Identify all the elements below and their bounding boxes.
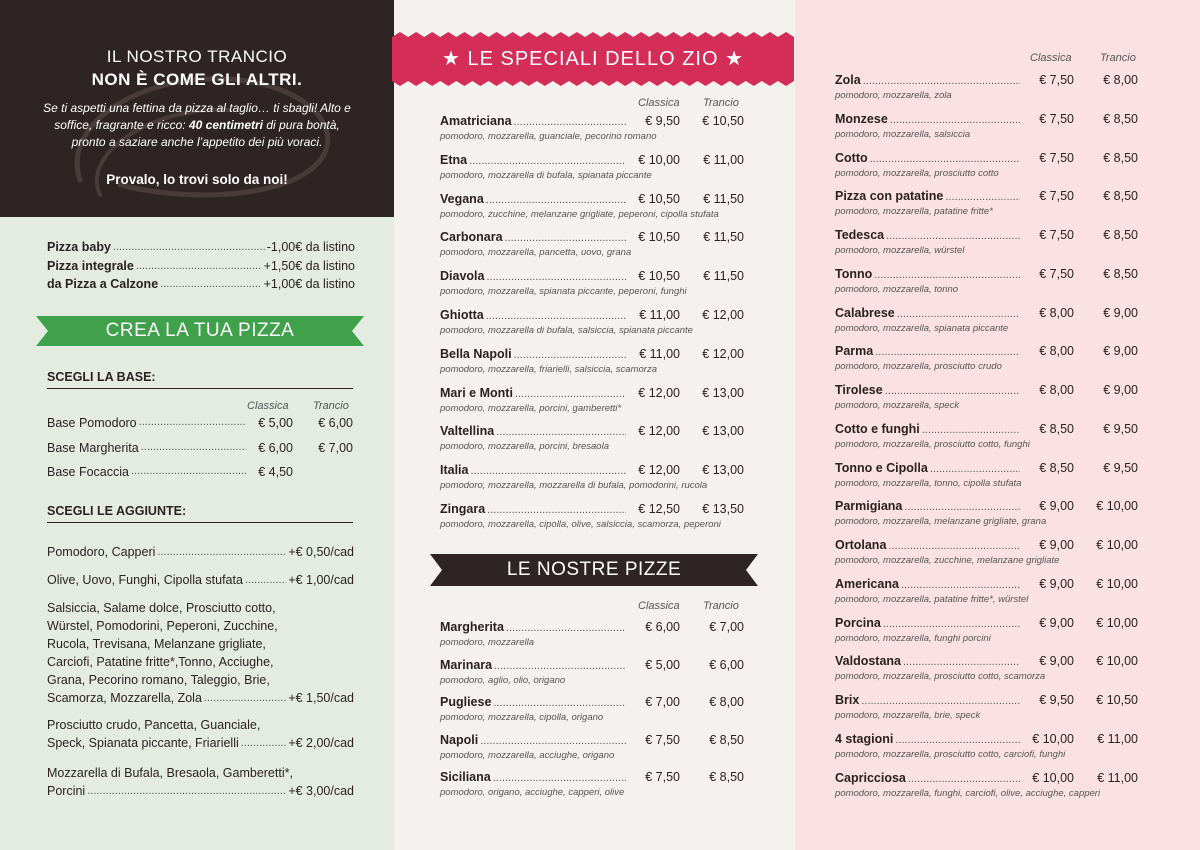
- menu-item-ingredients: pomodoro, mozzarella: [440, 637, 534, 648]
- leader-dots: [486, 310, 626, 322]
- base-price-trancio: € 7,00: [318, 440, 353, 455]
- base-name: Base Margherita: [47, 440, 139, 455]
- hero-title-1: IL NOSTRO TRANCIO: [106, 47, 288, 66]
- nostre-banner-label: LE NOSTRE PIZZE: [506, 559, 682, 580]
- menu-item-price-trancio: € 10,00: [1096, 499, 1138, 514]
- menu-item-name: Italia: [440, 463, 469, 478]
- base-col-classica: Classica: [247, 400, 289, 412]
- menu-item-price-classica: € 7,50: [1039, 111, 1074, 126]
- addition-last-line: [47, 543, 354, 561]
- menu-item-name: Pizza con patatine: [835, 189, 944, 204]
- addition-line: Mozzarella di Bufala, Bresaola, Gamberetti*,: [47, 766, 293, 780]
- menu-item-price-classica: € 7,50: [1039, 228, 1074, 242]
- menu-item: [440, 695, 744, 709]
- menu-item: [440, 269, 744, 283]
- leader-dots: [861, 695, 1020, 707]
- menu-item-name: Vegana: [440, 191, 484, 206]
- menu-item-name: Tirolese: [835, 383, 883, 397]
- menu-item-ingredients: pomodoro, mozzarella, tonno, cipolla stufata: [835, 477, 1022, 489]
- menu-item: [835, 267, 1138, 281]
- menu-item-ingredients: pomodoro, mozzarella, patatine fritte*, würstel: [835, 593, 1029, 605]
- addition-last-line: [47, 571, 354, 589]
- menu-item: [440, 424, 744, 438]
- menu-item-ingredients: pomodoro, mozzarella, funghi porcini: [835, 632, 991, 644]
- menu-item-name: Etna: [440, 152, 468, 167]
- crea-banner: [36, 316, 364, 346]
- surcharge-value: +1,00€ da listino: [263, 277, 355, 292]
- menu-item-ingredients: pomodoro, mozzarella, salsiccia: [835, 128, 971, 140]
- menu-item-ingredients: pomodoro, mozzarella, spianata piccante: [835, 322, 1009, 334]
- menu-item-ingredients: pomodoro, mozzarella, pancetta, uovo, grana: [440, 247, 632, 259]
- menu-item-price-classica: € 12,00: [638, 385, 680, 400]
- menu-item-price-classica: € 10,00: [1032, 770, 1074, 785]
- nostre2-col-classica: Classica: [1030, 52, 1072, 64]
- menu-item-ingredients: pomodoro, origano, acciughe, capperi, olive: [440, 787, 625, 798]
- menu-item-price-classica: € 8,00: [1039, 383, 1074, 397]
- addition-line: Würstel, Pomodorini, Peperoni, Zucchine,: [47, 619, 278, 633]
- menu-item: [440, 192, 744, 206]
- menu-item: [440, 502, 744, 516]
- leader-dots: [136, 260, 262, 272]
- base-name: Base Pomodoro: [47, 416, 137, 430]
- menu-item-price-classica: € 10,50: [638, 230, 680, 245]
- menu-item-name: Capricciosa: [835, 770, 906, 785]
- menu-item-price-classica: € 10,50: [638, 191, 680, 206]
- menu-item-price-trancio: € 13,00: [702, 385, 744, 400]
- menu-item-price-trancio: € 9,50: [1103, 460, 1138, 475]
- menu-item-ingredients: pomodoro, mozzarella, cipolla, origano: [440, 712, 604, 723]
- menu-item: [835, 422, 1138, 436]
- hero-body-bold: 40 centimetri: [188, 118, 264, 132]
- leader-dots: [888, 540, 1020, 552]
- leader-dots: [486, 194, 626, 206]
- addition-group: [47, 716, 354, 752]
- leader-dots: [875, 346, 1020, 358]
- addition-name: Olive, Uovo, Funghi, Cipolla stufata: [47, 573, 243, 587]
- menu-item-name: Marinara: [440, 657, 493, 672]
- addition-name: Scamorza, Mozzarella, Zola: [47, 691, 202, 705]
- menu-item-ingredients: pomodoro, mozzarella, porcini, bresaola: [440, 441, 609, 453]
- leader-dots: [131, 465, 246, 479]
- surcharge-value: -1,00€ da listino: [266, 240, 355, 255]
- menu-item-price-classica: € 7,50: [645, 770, 680, 784]
- leader-dots: [486, 271, 626, 283]
- menu-item-name: Ghiotta: [440, 308, 484, 322]
- menu-item: [835, 344, 1138, 358]
- menu-item-ingredients: pomodoro, mozzarella, funghi, carciofi, olive, acciughe, capperi: [835, 787, 1101, 799]
- menu-item-price-trancio: € 11,00: [1097, 731, 1138, 746]
- leader-dots: [908, 773, 1020, 785]
- menu-item-price-classica: € 12,50: [638, 502, 680, 516]
- menu-item: [440, 308, 744, 322]
- menu-item-name: Zola: [835, 73, 861, 87]
- leader-dots: [493, 697, 626, 709]
- leader-dots: [139, 416, 246, 430]
- menu-item-ingredients: pomodoro, mozzarella, guanciale, pecorino romano: [440, 131, 657, 142]
- hero-title-2: NON È COME GLI ALTRI.: [91, 70, 303, 89]
- menu-item-price-trancio: € 8,50: [1103, 266, 1138, 281]
- menu-item-price-classica: € 12,00: [638, 424, 680, 439]
- menu-item-price-classica: € 9,00: [1039, 576, 1074, 591]
- leader-dots: [895, 734, 1020, 746]
- base-row: [47, 465, 353, 479]
- menu-item: [835, 112, 1138, 126]
- base-row: [47, 441, 353, 455]
- menu-item-ingredients: pomodoro, zucchine, melanzane grigliate, peperoni, cipolla stufata: [440, 208, 719, 220]
- leader-dots: [897, 308, 1020, 320]
- menu-item-price-trancio: € 11,00: [703, 152, 744, 167]
- menu-item-ingredients: pomodoro, mozzarella, tonno: [835, 283, 959, 295]
- menu-item: [440, 733, 744, 747]
- hero-body: [40, 100, 354, 151]
- addition-line: Salsiccia, Salame dolce, Prosciutto cotto,: [47, 601, 276, 615]
- menu-item: [835, 654, 1138, 668]
- menu-item-ingredients: pomodoro, mozzarella, speck: [835, 400, 960, 411]
- leader-dots: [874, 269, 1020, 281]
- leader-dots: [890, 114, 1020, 126]
- menu-item-price-trancio: € 9,00: [1103, 383, 1138, 397]
- menu-item-ingredients: pomodoro, mozzarella, acciughe, origano: [440, 749, 615, 761]
- menu-item-ingredients: pomodoro, mozzarella, prosciutto cotto, scamorza: [835, 671, 1046, 683]
- addition-name: Porcini: [47, 784, 86, 798]
- menu-item: [440, 620, 744, 634]
- menu-item-price-trancio: € 9,50: [1103, 421, 1138, 436]
- menu-item-price-trancio: € 8,50: [1103, 228, 1138, 242]
- base-price-classica: € 5,00: [258, 416, 293, 430]
- leader-dots: [141, 441, 246, 455]
- base-price-trancio: [293, 465, 353, 479]
- menu-item-price-classica: € 9,50: [645, 114, 680, 128]
- leader-dots: [480, 735, 626, 747]
- surcharges-list: [47, 238, 355, 294]
- addition-last-line: [47, 689, 354, 707]
- menu-item-name: Siciliana: [440, 770, 491, 784]
- menu-item-price-classica: € 8,50: [1039, 460, 1074, 475]
- menu-item-price-trancio: € 12,00: [702, 308, 744, 322]
- addition-price: +€ 1,00/cad: [288, 573, 354, 587]
- menu-item-name: Valtellina: [440, 424, 495, 439]
- menu-item: [835, 693, 1138, 707]
- menu-item: [440, 463, 744, 477]
- addition-line: Prosciutto crudo, Pancetta, Guanciale,: [47, 718, 261, 732]
- menu-item-price-trancio: € 10,00: [1096, 538, 1138, 552]
- menu-item-ingredients: pomodoro, mozzarella di bufala, salsiccia, spianata piccante: [440, 325, 693, 336]
- leader-dots: [241, 734, 287, 752]
- menu-item-name: Carbonara: [440, 230, 503, 245]
- menu-item-price-classica: € 9,50: [1039, 693, 1074, 707]
- menu-item: [835, 499, 1138, 513]
- leader-dots: [863, 75, 1020, 87]
- leader-dots: [471, 465, 627, 477]
- speciali-banner: [392, 32, 794, 86]
- surcharge-row: [47, 275, 355, 294]
- menu-item-ingredients: pomodoro, mozzarella, melanzane grigliate, grana: [835, 516, 1047, 528]
- menu-item-name: 4 stagioni: [835, 731, 894, 746]
- addition-line: Rucola, Trevisana, Melanzane grigliate,: [47, 637, 266, 651]
- leader-dots: [514, 349, 626, 361]
- surcharge-name: da Pizza a Calzone: [47, 277, 159, 292]
- menu-item-price-trancio: € 11,50: [703, 191, 744, 206]
- speciali-banner-label: ★ LE SPECIALI DELLO ZIO ★: [441, 48, 745, 70]
- surcharge-value: +1,50€ da listino: [263, 258, 355, 273]
- menu-item-name: Amatriciana: [440, 114, 512, 128]
- addition-group: [47, 543, 354, 561]
- menu-item: [835, 616, 1138, 630]
- leader-dots: [469, 155, 626, 167]
- menu-item-ingredients: pomodoro, mozzarella, spianata piccante, peperoni, funghi: [440, 286, 687, 298]
- menu-item-price-trancio: € 8,50: [709, 770, 744, 784]
- menu-item-name: Brix: [835, 693, 860, 707]
- menu-item: [835, 228, 1138, 242]
- nostre-col-trancio: Trancio: [703, 600, 739, 612]
- addition-price: +€ 1,50/cad: [288, 691, 354, 705]
- leader-dots: [886, 230, 1020, 242]
- leader-dots: [885, 385, 1020, 397]
- menu-item-price-classica: € 8,50: [1039, 421, 1074, 436]
- menu-item-name: Tonno e Cipolla: [835, 460, 928, 475]
- addition-price: +€ 2,00/cad: [288, 736, 354, 750]
- base-price-classica: € 6,00: [258, 440, 293, 455]
- menu-item-name: Tonno: [835, 266, 873, 281]
- surcharge-name: Pizza baby: [47, 240, 111, 255]
- leader-dots: [204, 689, 286, 707]
- menu-item-ingredients: pomodoro, mozzarella, prosciutto cotto, carciofi, funghi: [835, 748, 1066, 760]
- menu-item-price-trancio: € 8,50: [709, 732, 744, 747]
- menu-item-price-trancio: € 8,50: [1103, 150, 1138, 165]
- menu-item-ingredients: pomodoro, mozzarella, würstel: [835, 245, 965, 256]
- menu-item-name: Ortolana: [835, 538, 887, 552]
- leader-dots: [870, 153, 1020, 165]
- addition-price: +€ 3,00/cad: [288, 784, 354, 798]
- menu-item-price-trancio: € 10,50: [1096, 693, 1138, 707]
- menu-item-price-trancio: € 6,00: [709, 657, 744, 672]
- menu-item-price-classica: € 6,00: [645, 620, 680, 634]
- menu-item-price-trancio: € 10,00: [1096, 654, 1138, 669]
- menu-item-name: Porcina: [835, 615, 881, 630]
- menu-item: [440, 658, 744, 672]
- menu-item-price-classica: € 12,00: [638, 463, 680, 478]
- menu-item-name: Valdostana: [835, 654, 901, 669]
- menu-item-price-trancio: € 8,50: [1103, 189, 1138, 204]
- menu-item: [835, 383, 1138, 397]
- leader-dots: [883, 618, 1020, 630]
- leader-dots: [930, 463, 1020, 475]
- addition-price: +€ 0,50/cad: [288, 545, 354, 559]
- menu-item-price-classica: € 9,00: [1039, 499, 1074, 514]
- menu-item-name: Margherita: [440, 620, 504, 634]
- menu-item-price-trancio: € 9,00: [1103, 344, 1138, 359]
- nostre-col-classica: Classica: [638, 600, 680, 612]
- addition-last-line: [47, 734, 354, 752]
- menu-item-ingredients: pomodoro, mozzarella, brie, speck: [835, 710, 981, 721]
- menu-item: [440, 347, 744, 361]
- hero-body-post: di pura bontà, pronto a saziare anche l’appetito dei più voraci.: [71, 118, 340, 149]
- addition-line: Grana, Pecorino romano, Taleggio, Brie,: [47, 673, 270, 687]
- menu-item-price-trancio: € 8,00: [709, 695, 744, 709]
- menu-item-name: Zingara: [440, 502, 486, 516]
- hero-panel: [0, 0, 394, 217]
- surcharge-row: [47, 238, 355, 257]
- addition-line: Carciofi, Patatine fritte*,Tonno, Acciughe,: [47, 655, 274, 669]
- leader-dots: [901, 579, 1020, 591]
- menu-item-name: Mari e Monti: [440, 385, 513, 400]
- menu-item-price-classica: € 8,00: [1039, 305, 1074, 320]
- menu-item-price-trancio: € 11,50: [703, 269, 744, 284]
- leader-dots: [505, 232, 626, 244]
- menu-item-price-classica: € 11,00: [639, 308, 680, 322]
- menu-item-price-classica: € 7,50: [1039, 73, 1074, 87]
- menu-item-ingredients: pomodoro, mozzarella, mozzarella di bufala, pomodorini, rucola: [440, 480, 708, 492]
- addition-last-line: [47, 782, 354, 800]
- menu-item-price-classica: € 7,00: [645, 695, 680, 709]
- leader-dots: [113, 241, 265, 253]
- menu-item-price-trancio: € 13,50: [702, 502, 744, 516]
- leader-dots: [245, 571, 286, 589]
- menu-item-name: Napoli: [440, 732, 479, 747]
- menu-item-name: Pugliese: [440, 695, 492, 709]
- menu-item: [440, 114, 744, 128]
- leader-dots: [160, 278, 261, 290]
- menu-item-price-classica: € 11,00: [639, 346, 680, 361]
- menu-item-price-trancio: € 10,50: [702, 114, 744, 128]
- menu-item: [835, 306, 1138, 320]
- menu-item-price-trancio: € 10,00: [1096, 615, 1138, 630]
- menu-item-price-classica: € 7,50: [1039, 189, 1074, 204]
- menu-item-price-classica: € 9,00: [1039, 615, 1074, 630]
- nostre-banner: [430, 554, 758, 586]
- surcharge-name: Pizza integrale: [47, 258, 134, 273]
- menu-item-ingredients: pomodoro, mozzarella di bufala, spianata piccante: [440, 169, 652, 181]
- menu-item-price-trancio: € 10,00: [1096, 576, 1138, 591]
- hero-body-pre: Se ti aspetti una fettina da pizza al taglio… ti sbagli! Alto e soffice, fragrante e ricco:: [43, 101, 351, 132]
- menu-item: [835, 538, 1138, 552]
- leader-dots: [87, 782, 286, 800]
- menu-item-ingredients: pomodoro, mozzarella, zucchine, melanzane grigliate: [835, 555, 1060, 566]
- hero-cta: Provalo, lo trovi solo da noi!: [106, 172, 288, 187]
- menu-item-name: Calabrese: [835, 305, 895, 320]
- menu-item-price-trancio: € 11,50: [703, 230, 744, 245]
- additions-section-title: SCEGLI LE AGGIUNTE:: [47, 504, 353, 523]
- addition-group: [47, 571, 354, 589]
- menu-item-price-classica: € 10,50: [638, 269, 680, 284]
- leader-dots: [922, 424, 1020, 436]
- leader-dots: [487, 504, 626, 516]
- leader-dots: [496, 426, 626, 438]
- leader-dots: [157, 543, 286, 561]
- menu-item-price-classica: € 9,00: [1039, 654, 1074, 669]
- base-name: Base Focaccia: [47, 465, 129, 479]
- leader-dots: [493, 772, 626, 784]
- menu-item-price-trancio: € 12,00: [702, 346, 744, 361]
- menu-item-ingredients: pomodoro, mozzarella, cipolla, olive, salsiccia, scamorza, peperoni: [440, 519, 721, 530]
- addition-group: [47, 599, 354, 707]
- menu-item-price-trancio: € 9,00: [1103, 305, 1138, 320]
- menu-item: [835, 189, 1138, 203]
- menu-item: [440, 386, 744, 400]
- leader-dots: [515, 388, 626, 400]
- menu-item-price-classica: € 10,00: [638, 152, 680, 167]
- leader-dots: [903, 656, 1020, 668]
- menu-item-ingredients: pomodoro, aglio, olio, origano: [440, 674, 566, 686]
- menu-item: [835, 577, 1138, 591]
- speciali-col-trancio: Trancio: [703, 97, 739, 109]
- menu-item-ingredients: pomodoro, mozzarella, prosciutto cotto, funghi: [835, 438, 1030, 450]
- menu-item-price-classica: € 7,50: [645, 732, 680, 747]
- menu-item: [835, 73, 1138, 87]
- menu-item-price-classica: € 5,00: [645, 657, 680, 672]
- menu-item-name: Cotto: [835, 150, 868, 165]
- base-row: [47, 416, 353, 430]
- menu-item-name: Bella Napoli: [440, 346, 512, 361]
- menu-item-price-classica: € 8,00: [1039, 344, 1074, 359]
- menu-item-price-trancio: € 13,00: [702, 463, 744, 478]
- speciali-col-classica: Classica: [638, 97, 680, 109]
- menu-item-price-trancio: € 8,00: [1103, 73, 1138, 87]
- leader-dots: [904, 501, 1020, 513]
- addition-name: Speck, Spianata piccante, Friarielli: [47, 736, 239, 750]
- leader-dots: [494, 660, 626, 672]
- surcharge-row: [47, 257, 355, 276]
- menu-item: [835, 151, 1138, 165]
- menu-item-name: Tedesca: [835, 228, 885, 242]
- menu-item-price-classica: € 7,50: [1039, 266, 1074, 281]
- menu-item: [835, 461, 1138, 475]
- menu-item: [440, 153, 744, 167]
- menu-item: [440, 230, 744, 244]
- crea-banner-label: CREA LA TUA PIZZA: [105, 320, 295, 341]
- leader-dots: [945, 191, 1020, 203]
- menu-item-price-classica: € 10,00: [1032, 731, 1074, 746]
- menu-item-ingredients: pomodoro, mozzarella, zola: [835, 90, 952, 101]
- menu-item-name: Cotto e funghi: [835, 421, 920, 436]
- menu-item-ingredients: pomodoro, mozzarella, porcini, gamberetti*: [440, 402, 622, 414]
- menu-item-name: Parma: [835, 344, 874, 359]
- menu-item-price-classica: € 9,00: [1039, 538, 1074, 552]
- menu-item-price-trancio: € 13,00: [702, 424, 744, 439]
- menu-item-price-classica: € 7,50: [1039, 150, 1074, 165]
- menu-item-ingredients: pomodoro, mozzarella, prosciutto cotto: [835, 167, 999, 179]
- nostre2-col-trancio: Trancio: [1100, 52, 1136, 64]
- menu-item-price-trancio: € 8,50: [1103, 111, 1138, 126]
- menu-item: [440, 770, 744, 784]
- addition-group: [47, 764, 354, 800]
- menu-item-price-trancio: € 11,00: [1097, 770, 1138, 785]
- menu-item-price-trancio: € 7,00: [709, 620, 744, 634]
- base-section-title: SCEGLI LA BASE:: [47, 370, 353, 389]
- menu-item-name: Americana: [835, 576, 899, 591]
- menu-item: [835, 771, 1138, 785]
- leader-dots: [506, 622, 626, 634]
- base-price-classica: € 4,50: [258, 465, 293, 479]
- base-price-trancio: € 6,00: [318, 416, 353, 430]
- addition-name: Pomodoro, Capperi: [47, 545, 156, 559]
- menu-item-name: Monzese: [835, 111, 888, 126]
- menu-item-name: Parmigiana: [835, 499, 903, 514]
- menu-item-ingredients: pomodoro, mozzarella, patatine fritte*: [835, 206, 993, 218]
- base-col-trancio: Trancio: [313, 400, 349, 412]
- leader-dots: [514, 116, 626, 128]
- menu-item-ingredients: pomodoro, mozzarella, friarielli, salsiccia, scamorza: [440, 363, 657, 375]
- menu-item: [835, 732, 1138, 746]
- menu-item-name: Diavola: [440, 269, 485, 284]
- menu-item-ingredients: pomodoro, mozzarella, prosciutto crudo: [835, 361, 1002, 373]
